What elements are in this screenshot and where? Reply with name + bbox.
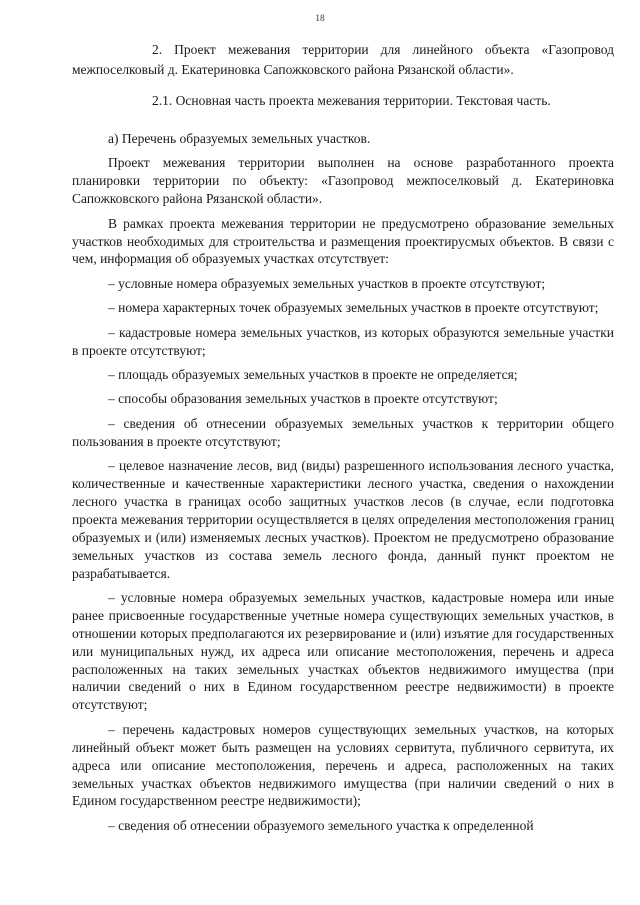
list-item: – площадь образуемых земельных участков в проекте не определяется; (108, 366, 518, 382)
list-item: – перечень кадастровых номеров существующих земельных участков, на которых линейный объект может быть размещен на условиях сервитута, публичного сервитута, их адреса или описание местоположения, перечень и адреса, расположенных на таких земельных участках объектов недвижимого имущества (при наличии сведений о них в Едином государственном реестре недвижимости); (72, 721, 614, 809)
paragraph: Проект межевания территории выполнен на основе разработанного проекта планировки территории по объекту: «Газопровод межпоселковый д. Екатериновка Сапожковского района Рязанской области». (72, 155, 614, 207)
body-text (72, 130, 614, 841)
list-item: – кадастровые номера земельных участков, из которых образуются земельные участки в проекте отсутствуют; (72, 324, 614, 358)
list-item: – целевое назначение лесов, вид (виды) разрешенного использования лесного участка, количественные и качественные характеристики лесного участка, сведения о нахождении лесного участка в границах особо защитных участков лесов (в случае, если подготовка проекта межевания территории осуществляется в целях определения местоположения границ образуемых и (или) изменяемых лесных участков). Проектом не предусмотрено образование земельных участков из состава земель лесного фонда, данный пункт проектом не разрабатывается. (72, 458, 614, 581)
list-item: – сведения об отнесении образуемых земельных участков к территории общего пользования в проекте отсутствуют; (72, 415, 614, 449)
paragraph: В рамках проекта межевания территории не предусмотрено образование земельных участков необходимых для строительства и размещения проектирусмых объектов. В связи с чем, информация об образуемых участках отсутствует: (72, 215, 614, 267)
list-item: – способы образования земельных участков в проекте отсутствуют; (108, 391, 498, 407)
list-item: – условные номера образуемых земельных участков, кадастровые номера или иные ранее присвоенные государственные учетные номера существующих земельных участков, в отношении которых предполагаются их резервирование и (или) изъятие для государственных или муниципальных нужд, их адреса или описание местоположения, перечень и адреса расположенных на таких земельных участках объектов недвижимого имущества (при наличии сведений о них в Едином государственном реестре недвижимости) в проекте отсутствуют; (72, 589, 614, 713)
paragraph-list-title: а) Перечень образуемых земельных участков. (108, 131, 371, 146)
section-heading: 2. Проект межевания территории для линейного объекта «Газопровод межпоселковый д. Екатериновка Сапожковского района Рязанской области». (72, 42, 614, 77)
list-item: – условные номера образуемых земельных участков в проекте отсутствуют; (108, 275, 546, 291)
list-item: – номера характерных точек образуемых земельных участков в проекте отсутствуют; (108, 300, 599, 316)
subsection-heading: 2.1. Основная часть проекта межевания территории. Текстовая часть. (152, 93, 551, 108)
list-item: – сведения об отнесении образуемого земельного участка к определенной (108, 817, 534, 833)
page-number: 18 (315, 14, 325, 24)
